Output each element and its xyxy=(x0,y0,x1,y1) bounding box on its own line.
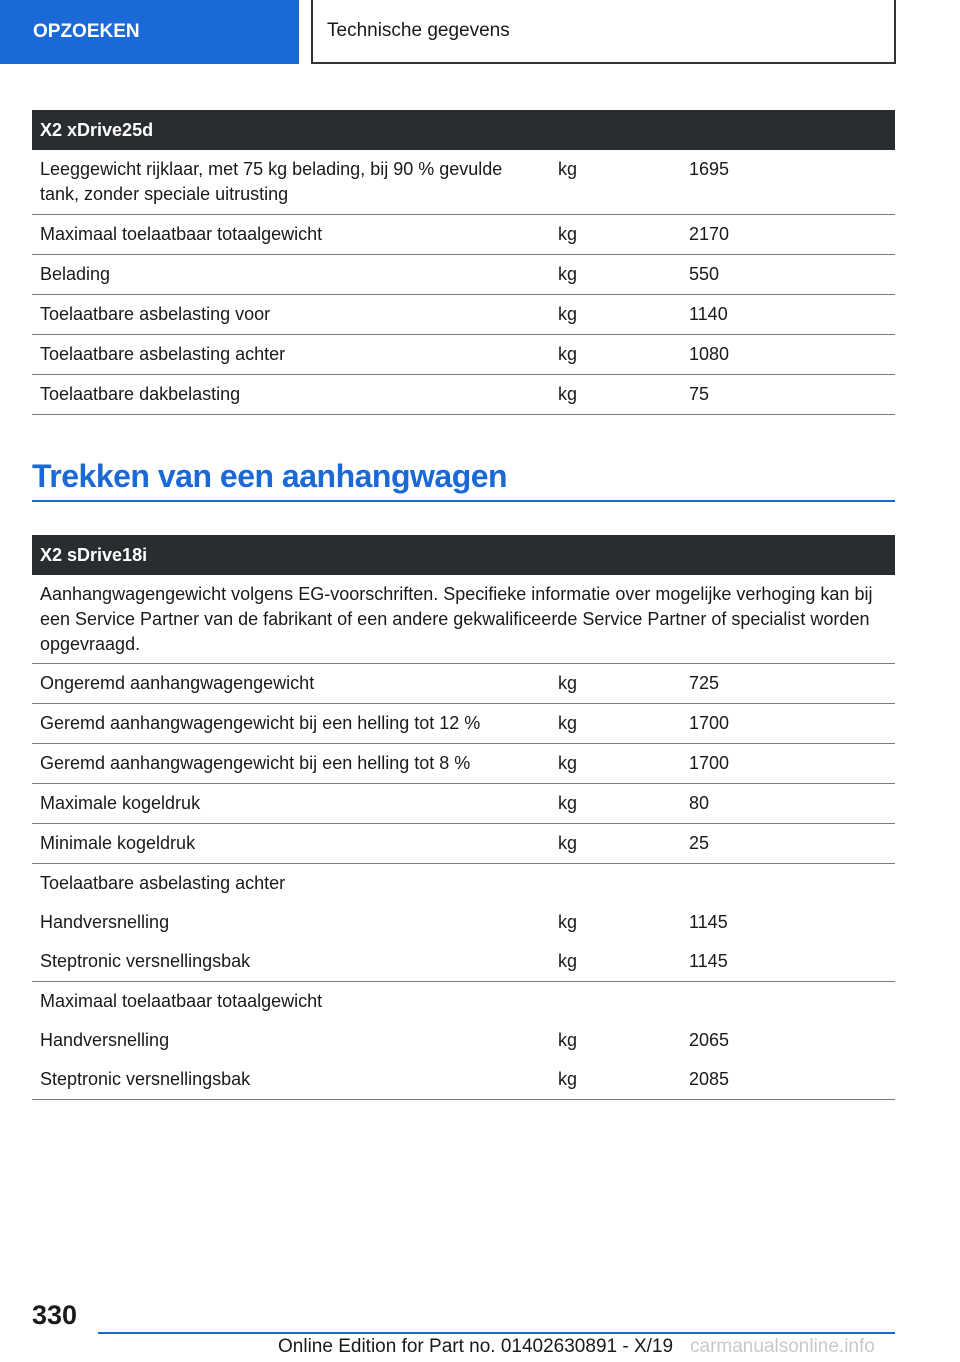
group-header-row xyxy=(32,864,895,903)
row-value: 2065 xyxy=(689,1030,730,1050)
table-title: X2 sDrive18i xyxy=(32,535,895,575)
table-row xyxy=(32,1060,895,1100)
row-label: Handversnelling xyxy=(32,903,543,942)
row-value: 80 xyxy=(689,793,710,813)
group-label: Toelaatbare asbelasting achter xyxy=(32,864,543,903)
row-value: 725 xyxy=(689,673,720,693)
row-label: Geremd aanhangwagengewicht bij een helling tot 12 % xyxy=(32,704,543,743)
table-row xyxy=(32,335,895,375)
row-label: Maximale kogeldruk xyxy=(32,784,543,823)
row-label: Toelaatbare asbelasting achter xyxy=(32,335,543,374)
row-unit: kg xyxy=(558,304,578,324)
row-unit: kg xyxy=(558,1069,578,1089)
row-value: 2170 xyxy=(689,224,730,244)
row-value: 1145 xyxy=(689,912,728,932)
group-header-row xyxy=(32,982,895,1021)
page-number: 330 xyxy=(32,1300,78,1330)
row-label: Geremd aanhangwagengewicht bij een helling tot 8 % xyxy=(32,744,543,783)
row-unit: kg xyxy=(558,673,578,693)
table-row xyxy=(32,215,895,255)
row-unit: kg xyxy=(558,159,578,179)
row-value: 1700 xyxy=(689,713,730,733)
row-label: Leeggewicht rijklaar, met 75 kg belading, bij 90 % gevulde tank, zonder speciale uitrusting xyxy=(32,150,543,214)
row-value: 1145 xyxy=(689,951,728,971)
row-value: 75 xyxy=(689,384,710,404)
table-row xyxy=(32,150,895,215)
row-label: Toelaatbare dakbelasting xyxy=(32,375,543,414)
xdrive25d-table xyxy=(32,110,895,415)
watermark: carmanualsonline.info xyxy=(690,1336,875,1357)
table-row xyxy=(32,903,895,942)
row-label: Ongeremd aanhangwagengewicht xyxy=(32,664,543,703)
row-value: 2085 xyxy=(689,1069,730,1089)
row-unit: kg xyxy=(558,912,578,932)
table-row xyxy=(32,824,895,864)
row-value: 550 xyxy=(689,264,720,284)
group-label: Maximaal toelaatbaar totaalgewicht xyxy=(32,982,543,1021)
row-unit: kg xyxy=(558,713,578,733)
table-row xyxy=(32,1021,895,1060)
row-unit: kg xyxy=(558,951,578,971)
section-heading: Trekken van een aanhangwagen xyxy=(32,458,895,502)
row-value: 1700 xyxy=(689,753,730,773)
table-row xyxy=(32,784,895,824)
row-unit: kg xyxy=(558,264,578,284)
table-row xyxy=(32,255,895,295)
table-row xyxy=(32,295,895,335)
row-unit: kg xyxy=(558,344,578,364)
row-unit: kg xyxy=(558,1030,578,1050)
row-label: Maximaal toelaatbaar totaalgewicht xyxy=(32,215,543,254)
row-value: 25 xyxy=(689,833,710,853)
row-unit: kg xyxy=(558,224,578,244)
row-unit: kg xyxy=(558,833,578,853)
opzoeken-tab[interactable]: OPZOEKEN xyxy=(0,0,299,64)
table-row xyxy=(32,704,895,744)
row-unit: kg xyxy=(558,384,578,404)
row-unit: kg xyxy=(558,793,578,813)
row-value: 1140 xyxy=(689,304,728,324)
row-value: 1080 xyxy=(689,344,730,364)
row-label: Belading xyxy=(32,255,543,294)
row-label: Handversnelling xyxy=(32,1021,543,1060)
row-label: Minimale kogeldruk xyxy=(32,824,543,863)
row-value: 1695 xyxy=(689,159,730,179)
section-header-title: Technische gegevens xyxy=(311,0,896,64)
table-row xyxy=(32,375,895,415)
footer-divider xyxy=(98,1332,895,1334)
table-row xyxy=(32,942,895,982)
row-label: Toelaatbare asbelasting voor xyxy=(32,295,543,334)
footer-edition-text: Online Edition for Part no. 01402630891 - X/19 xyxy=(278,1336,674,1357)
row-label: Steptronic versnellingsbak xyxy=(32,1060,543,1099)
table-row xyxy=(32,744,895,784)
row-label: Steptronic versnellingsbak xyxy=(32,942,543,981)
sdrive18i-table xyxy=(32,535,895,1100)
table-row xyxy=(32,664,895,704)
row-unit: kg xyxy=(558,753,578,773)
table-title: X2 xDrive25d xyxy=(32,110,895,150)
table-note: Aanhangwagengewicht volgens EG-voorschriften. Specifieke informatie over mogelijke verhoging kan bij een Service Partner van de fabrikant of een andere gekwalificeerde Service Partner of specialist worden opgevraagd. xyxy=(32,575,895,664)
